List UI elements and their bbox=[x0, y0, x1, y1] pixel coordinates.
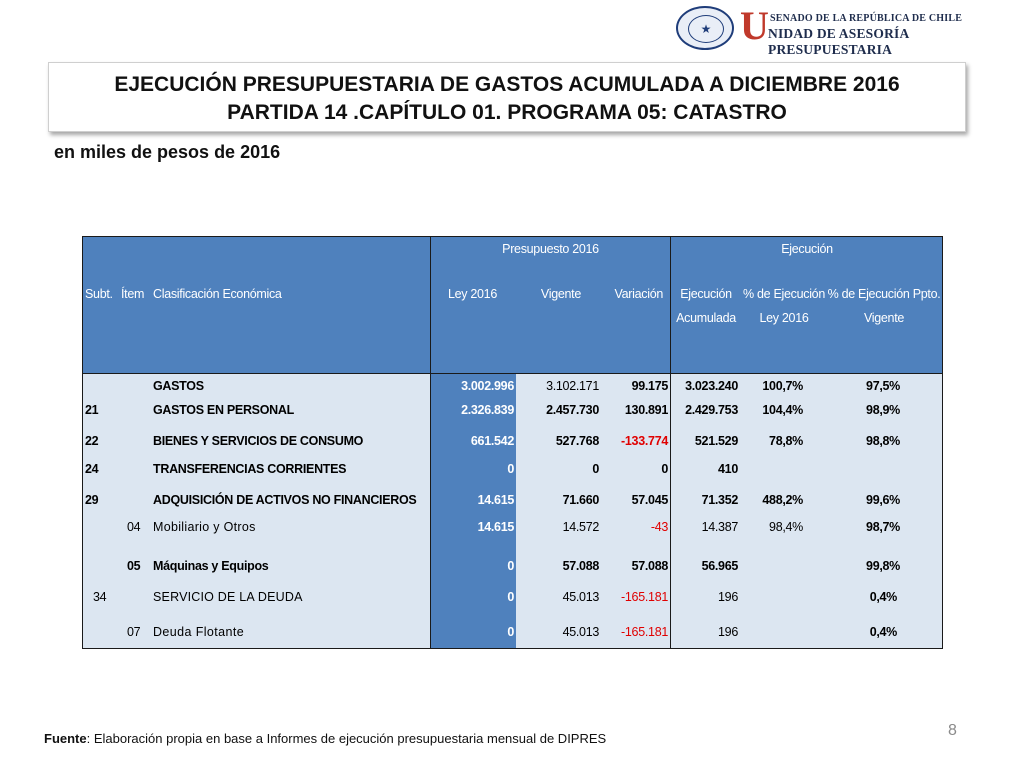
row-7-ejecucion: 196 bbox=[718, 590, 738, 604]
col-header-vigente: Vigente bbox=[540, 287, 581, 301]
col-header-pct-ley-2: Ley 2016 bbox=[759, 311, 809, 325]
title-box bbox=[48, 62, 966, 132]
row-6-ley: 0 bbox=[507, 559, 514, 573]
row-5-ejecucion: 14.387 bbox=[701, 520, 738, 534]
col-header-ley: Ley 2016 bbox=[447, 287, 497, 301]
row-4-vigente: 71.660 bbox=[562, 493, 599, 507]
group-header-ejecucion: Ejecución bbox=[781, 242, 833, 256]
footer-text: : Elaboración propia en base a Informes de ejecución presupuestaria mensual de DIPRES bbox=[86, 731, 607, 746]
row-6-item: 05 bbox=[127, 559, 141, 573]
senado-label: SENADO DE LA REPÚBLICA DE CHILE bbox=[770, 13, 963, 24]
col-header-ejecucion-2: Acumulada bbox=[676, 311, 736, 325]
row-2-name: BIENES Y SERVICIOS DE CONSUMO bbox=[153, 434, 364, 448]
row-4-variacion: 57.045 bbox=[631, 493, 668, 507]
col-header-pct-vigente-2: Vigente bbox=[863, 311, 905, 325]
unidad-label: NIDAD DE ASESORÍA PRESUPUESTARIA bbox=[768, 26, 909, 57]
row-3-ley: 0 bbox=[507, 462, 514, 476]
row-0-vigente: 3.102.171 bbox=[546, 379, 599, 393]
row-1-subt: 21 bbox=[85, 403, 99, 417]
row-4-pct-ley: 488,2% bbox=[762, 493, 803, 507]
page-number: 8 bbox=[948, 722, 957, 739]
row-7-vigente: 45.013 bbox=[562, 590, 599, 604]
table-header-bg bbox=[83, 237, 942, 373]
row-6-vigente: 57.088 bbox=[562, 559, 599, 573]
row-4-pct-vigente: 99,6% bbox=[866, 493, 900, 507]
row-3-vigente: 0 bbox=[592, 462, 599, 476]
row-8-ejecucion: 196 bbox=[718, 625, 738, 639]
row-1-pct-ley: 104,4% bbox=[762, 403, 803, 417]
row-7-variacion: -165.181 bbox=[621, 590, 668, 604]
row-0-name: GASTOS bbox=[153, 379, 204, 393]
row-6-variacion: 57.088 bbox=[631, 559, 668, 573]
row-2-pct-vigente: 98,8% bbox=[866, 434, 900, 448]
row-5-name: Mobiliario y Otros bbox=[153, 520, 256, 534]
col-header-item: Ítem bbox=[121, 287, 145, 301]
row-0-pct-ley: 100,7% bbox=[762, 379, 803, 393]
row-5-pct-ley: 98,4% bbox=[769, 520, 803, 534]
row-1-variacion: 130.891 bbox=[624, 403, 668, 417]
budget-table bbox=[82, 236, 943, 649]
row-8-item: 07 bbox=[127, 625, 141, 639]
row-7-subt: 34 bbox=[93, 590, 107, 604]
row-2-pct-ley: 78,8% bbox=[769, 434, 803, 448]
row-1-ejecucion: 2.429.753 bbox=[685, 403, 738, 417]
row-2-vigente: 527.768 bbox=[555, 434, 599, 448]
row-2-ejecucion: 521.529 bbox=[694, 434, 738, 448]
footer-label: Fuente bbox=[44, 731, 87, 746]
subtitle: en miles de pesos de 2016 bbox=[54, 142, 281, 162]
row-6-pct-vigente: 99,8% bbox=[866, 559, 900, 573]
row-3-ejecucion: 410 bbox=[718, 462, 738, 476]
row-1-vigente: 2.457.730 bbox=[546, 403, 599, 417]
row-8-pct-vigente: 0,4% bbox=[869, 625, 897, 639]
row-2-ley: 661.542 bbox=[470, 434, 514, 448]
unidad-logo-initial: U bbox=[740, 3, 769, 48]
footer-source bbox=[44, 731, 606, 746]
row-7-pct-vigente: 0,4% bbox=[869, 590, 897, 604]
row-8-vigente: 45.013 bbox=[562, 625, 599, 639]
row-6-ejecucion: 56.965 bbox=[701, 559, 738, 573]
row-8-name: Deuda Flotante bbox=[153, 625, 245, 639]
row-2-variacion: -133.774 bbox=[621, 434, 668, 448]
row-3-subt: 24 bbox=[85, 462, 99, 476]
col-header-pct-ley-1: % de Ejecución bbox=[743, 287, 825, 301]
row-8-variacion: -165.181 bbox=[621, 625, 668, 639]
col-header-clasificacion: Clasificación Económica bbox=[153, 287, 282, 301]
title-line-2: PARTIDA 14 .CAPÍTULO 01. PROGRAMA 05: CATASTRO bbox=[227, 101, 787, 124]
group-header-presupuesto: Presupuesto 2016 bbox=[502, 242, 599, 256]
row-5-variacion: -43 bbox=[650, 520, 668, 534]
row-0-pct-vigente: 97,5% bbox=[866, 379, 900, 393]
row-0-ley: 3.002.996 bbox=[461, 379, 514, 393]
row-2-subt: 22 bbox=[85, 434, 99, 448]
col-header-ejecucion-1: Ejecución bbox=[680, 287, 732, 301]
row-4-subt: 29 bbox=[85, 493, 99, 507]
row-1-pct-vigente: 98,9% bbox=[866, 403, 900, 417]
row-4-name: ADQUISICIÓN DE ACTIVOS NO FINANCIEROS bbox=[153, 493, 417, 507]
row-3-variacion: 0 bbox=[661, 462, 668, 476]
row-7-name: SERVICIO DE LA DEUDA bbox=[153, 590, 303, 604]
row-7-ley: 0 bbox=[507, 590, 514, 604]
col-header-variacion: Variación bbox=[614, 287, 663, 301]
row-5-pct-vigente: 98,7% bbox=[866, 520, 900, 534]
col-header-subt: Subt. bbox=[85, 287, 113, 301]
col-header-pct-vigente-1: % de Ejecución Ppto. bbox=[827, 287, 941, 301]
row-1-name: GASTOS EN PERSONAL bbox=[153, 403, 294, 417]
row-0-ejecucion: 3.023.240 bbox=[685, 379, 738, 393]
row-5-vigente: 14.572 bbox=[562, 520, 599, 534]
row-1-ley: 2.326.839 bbox=[461, 403, 514, 417]
row-8-ley: 0 bbox=[507, 625, 514, 639]
row-4-ejecucion: 71.352 bbox=[701, 493, 738, 507]
row-6-name: Máquinas y Equipos bbox=[153, 559, 269, 573]
title-line-1: EJECUCIÓN PRESUPUESTARIA DE GASTOS ACUMULADA A DICIEMBRE 2016 bbox=[114, 73, 900, 96]
row-4-ley: 14.615 bbox=[477, 493, 514, 507]
row-0-variacion: 99.175 bbox=[631, 379, 668, 393]
row-5-ley: 14.615 bbox=[477, 520, 514, 534]
row-3-name: TRANSFERENCIAS CORRIENTES bbox=[153, 462, 347, 476]
row-5-item: 04 bbox=[127, 520, 141, 534]
senado-seal-logo: ★ bbox=[676, 6, 734, 50]
